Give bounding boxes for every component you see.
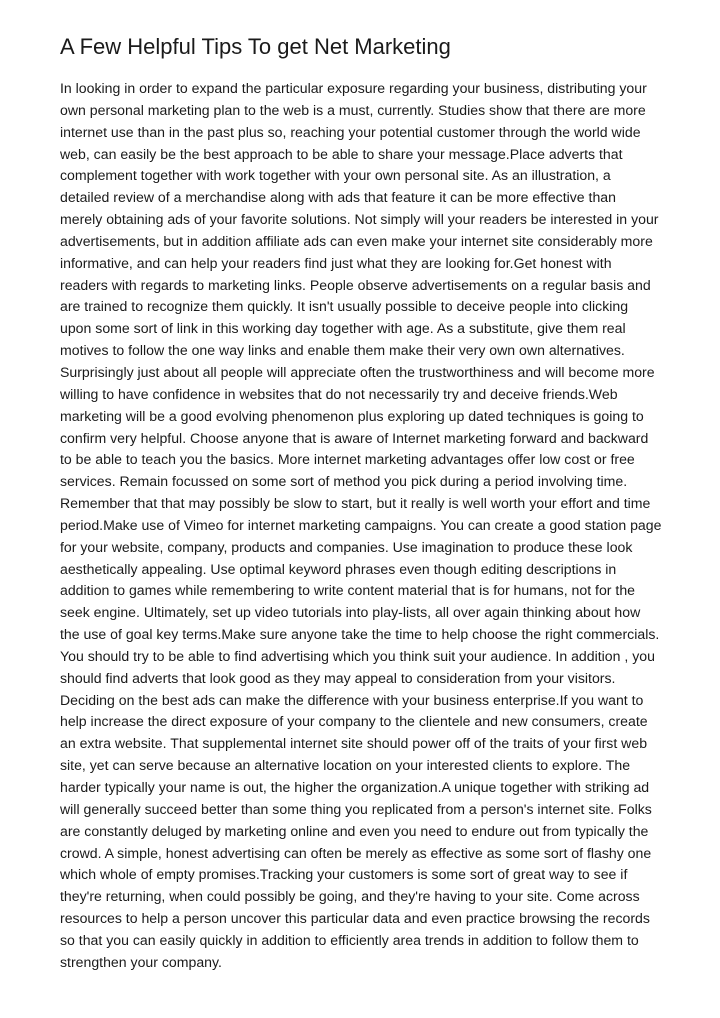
document-title: A Few Helpful Tips To get Net Marketing xyxy=(60,34,451,59)
document-body: In looking in order to expand the particular exposure regarding your business, distributing your own personal marketing plan to the web is a must, currently. Studies show that there are more internet use than in the past plus so, reaching your potential customer through the world wide web, can easily be the best approach to be able to share your message.Place adverts that complement together with work together with your own personal site. As an illustration, a detailed review of a merchandise along with ads that feature it can be more effective than merely obtaining ads of your favorite solutions. Not simply will your readers be interested in your advertisements, but in addition affiliate ads can even make your internet site considerably more informative, and can help your readers find just what they are looking for.Get honest with readers with regards to marketing links. People observe advertisements on a regular basis and are trained to recognize them quickly. It isn't usually possible to deceive people into clicking upon some sort of link in this working day together with age. As a substitute, give them real motives to follow the one way links and enable them make their very own own alternatives. Surprisingly just about all people will appreciate often the trustworthiness and will become more willing to have confidence in websites that do not necessarily try and deceive friends.Web marketing will be a good evolving phenomenon plus exploring up dated techniques is going to confirm very helpful. Choose anyone that is aware of Internet marketing forward and backward to be able to teach you the basics. More internet marketing advantages offer low cost or free services. Remain focussed on some sort of method you pick during a period involving time. Remember that that may possibly be slow to start, but it really is well worth your effort and time period.Make use of Vimeo for internet marketing campaigns. You can create a good station page for your website, company, products and companies. Use imagination to produce these look aesthetically appealing. Use optimal keyword phrases even though editing descriptions in addition to games while remembering to write content material that is for humans, not for the seek engine. Ultimately, set up video tutorials into play-lists, all over again thinking about how the use of goal key terms.Make sure anyone take the time to help choose the right commercials. You should try to be able to find advertising which you think suit your audience. In addition , you should find adverts that look good as they may appeal to consideration from your visitors. Deciding on the best ads can make the difference with your business enterprise.If you want to help increase the direct exposure of your company to the clientele and new consumers, create an extra website. That supplemental internet site should power off of the traits of your first web site, yet can serve because an alternative location on your interested clients to explore. The harder typically your name is out, the higher the organization.A unique together with striking ad will generally succeed better than some thing you replicated from a person's internet site. Folks are constantly deluged by marketing online and even you need to endure out from typically the crowd. A simple, honest advertising can often be merely as effective as some sort of flashy one which whole of empty promises.Tracking your customers is some sort of great way to see if they're returning, when could possibly be going, and they're having to your site. Come across resources to help a person uncover this particular data and even practice browsing the records so that you can easily quickly in addition to efficiently area trends in addition to follow them to strengthen your company. xyxy=(60,80,662,970)
